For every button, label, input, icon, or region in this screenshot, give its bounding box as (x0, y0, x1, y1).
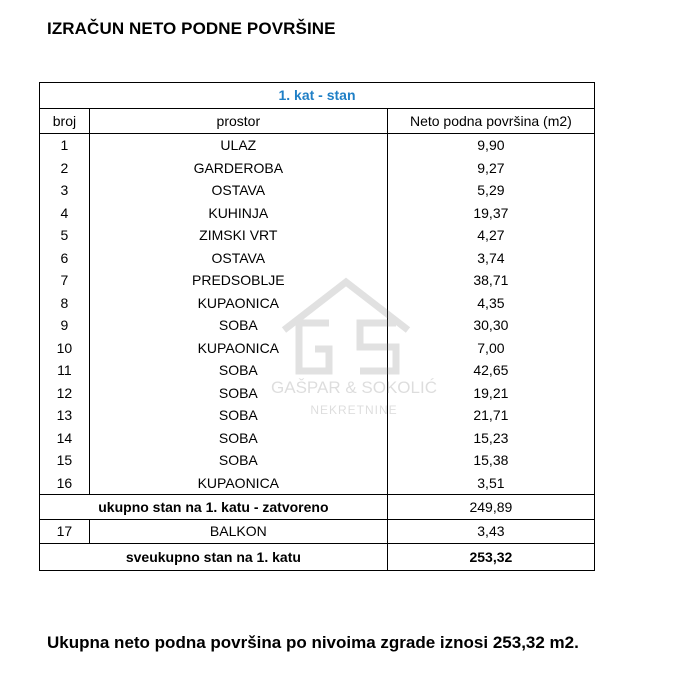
row-number: 16 (40, 472, 90, 495)
subtotal-label: ukupno stan na 1. katu - zatvoreno (40, 495, 388, 520)
column-header-number: broj (40, 109, 90, 134)
row-area: 3,74 (387, 247, 594, 270)
row-number: 5 (40, 224, 90, 247)
row-room: PREDSOBLJE (89, 269, 387, 292)
row-number: 8 (40, 292, 90, 315)
row-number: 9 (40, 314, 90, 337)
row-room: KUPAONICA (89, 292, 387, 315)
row-area: 7,00 (387, 337, 594, 360)
row-room: SOBA (89, 427, 387, 450)
row-room: SOBA (89, 382, 387, 405)
table-row (40, 247, 595, 270)
row-number: 4 (40, 202, 90, 225)
table-row (40, 179, 595, 202)
row-area: 30,30 (387, 314, 594, 337)
row-number: 7 (40, 269, 90, 292)
table-row (40, 382, 595, 405)
column-header-area: Neto podna površina (m2) (387, 109, 594, 134)
table-row (40, 404, 595, 427)
table-row (40, 449, 595, 472)
table-row (40, 292, 595, 315)
row-room: OSTAVA (89, 179, 387, 202)
table-row (40, 359, 595, 382)
row-number: 2 (40, 157, 90, 180)
table-row (40, 520, 595, 544)
row-room: BALKON (89, 520, 387, 544)
row-area: 19,21 (387, 382, 594, 405)
row-area: 15,23 (387, 427, 594, 450)
row-room: SOBA (89, 314, 387, 337)
row-room: KUPAONICA (89, 472, 387, 495)
row-area: 3,51 (387, 472, 594, 495)
row-room: KUPAONICA (89, 337, 387, 360)
row-number: 1 (40, 134, 90, 157)
table-heading: 1. kat - stan (40, 83, 595, 109)
row-area: 5,29 (387, 179, 594, 202)
row-number: 15 (40, 449, 90, 472)
page-title: IZRAČUN NETO PODNE POVRŠINE (47, 19, 336, 38)
row-area: 9,27 (387, 157, 594, 180)
table-row (40, 269, 595, 292)
table-row (40, 157, 595, 180)
row-room: OSTAVA (89, 247, 387, 270)
column-header-room: prostor (89, 109, 387, 134)
row-room: ULAZ (89, 134, 387, 157)
row-room: SOBA (89, 449, 387, 472)
row-number: 17 (40, 520, 90, 544)
subtotal-area: 249,89 (387, 495, 594, 520)
row-area: 38,71 (387, 269, 594, 292)
row-room: SOBA (89, 404, 387, 427)
row-number: 3 (40, 179, 90, 202)
row-area: 3,43 (387, 520, 594, 544)
table-row (40, 427, 595, 450)
watermark-name: GAŠPAR & SOKOLIĆ (271, 378, 437, 397)
row-number: 6 (40, 247, 90, 270)
row-room: SOBA (89, 359, 387, 382)
area-table (39, 82, 595, 571)
row-area: 19,37 (387, 202, 594, 225)
row-area: 42,65 (387, 359, 594, 382)
row-room: GARDEROBA (89, 157, 387, 180)
total-area: 253,32 (387, 543, 594, 570)
row-number: 13 (40, 404, 90, 427)
room-rows (40, 134, 595, 495)
watermark-sub: NEKRETNINE (310, 403, 398, 417)
row-area: 15,38 (387, 449, 594, 472)
row-number: 14 (40, 427, 90, 450)
table-row (40, 224, 595, 247)
row-number: 10 (40, 337, 90, 360)
table-row (40, 337, 595, 360)
table-row (40, 472, 595, 495)
summary-text: Ukupna neto podna površina po nivoima zgrade iznosi 253,32 m2. (47, 633, 579, 652)
row-area: 4,35 (387, 292, 594, 315)
table-row (40, 314, 595, 337)
row-room: KUHINJA (89, 202, 387, 225)
table-row (40, 134, 595, 157)
table-row (40, 202, 595, 225)
row-area: 21,71 (387, 404, 594, 427)
row-area: 9,90 (387, 134, 594, 157)
row-number: 11 (40, 359, 90, 382)
row-area: 4,27 (387, 224, 594, 247)
total-label: sveukupno stan na 1. katu (40, 543, 388, 570)
row-room: ZIMSKI VRT (89, 224, 387, 247)
row-number: 12 (40, 382, 90, 405)
